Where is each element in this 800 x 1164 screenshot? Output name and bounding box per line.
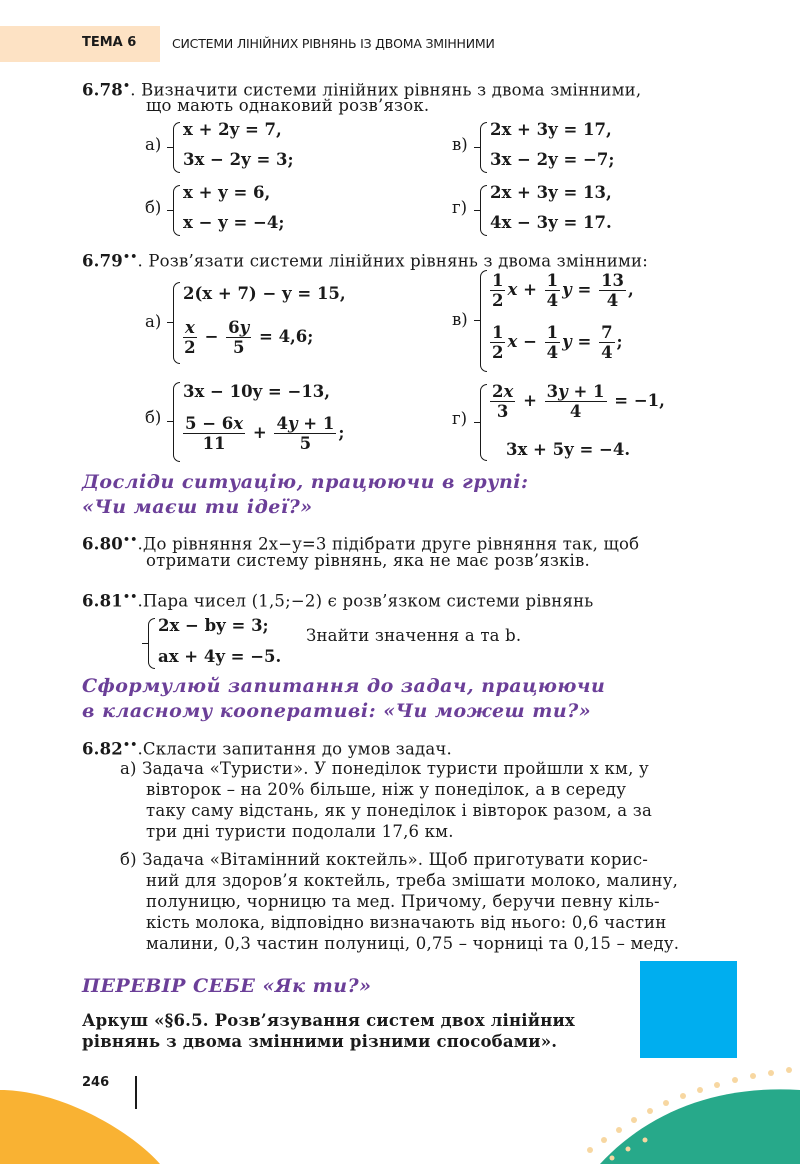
check-yourself-heading: ПЕРЕВІР СЕБЕ «Як ти?» — [82, 975, 372, 997]
cooperative-task-heading-line2: в класному кооперативі: «Чи можеш ти?» — [82, 700, 592, 722]
problem-6-82-line1 — [82, 735, 452, 760]
qr-code-placeholder[interactable] — [640, 961, 737, 1058]
system-brace — [173, 185, 180, 236]
equation-1: 2x + 3y = 17, — [490, 120, 612, 139]
system-brace — [148, 618, 155, 669]
system-brace — [173, 122, 180, 173]
equation-2: $\frac{x}{2}$ − $\frac{6y}{5}$ = 4,6; — [184, 318, 314, 357]
item-label: в) — [452, 310, 468, 329]
header-topic-number: ТЕМА 6 — [82, 35, 137, 50]
task-b-line4: кість молока, відповідно визначають від нього: 0,6 частин — [146, 913, 667, 932]
cooperative-task-heading-line1: Сформулюй запитання до задач, працюючи — [82, 675, 606, 697]
equation-1: $\frac{1}{2}$ x + $\frac{1}{4}$ y = $\frac{13}{4}$ , — [492, 271, 634, 310]
problem-6-81-question: Знайти значення a та b. — [306, 626, 522, 645]
item-label: а) — [145, 135, 162, 154]
system-brace — [480, 384, 487, 461]
problem-number: 6.82 — [82, 739, 123, 759]
task-a-line1: а) Задача «Туристи». У понеділок туристи пройшли x км, у — [120, 759, 649, 778]
equation-1: $\frac{2x}{3}$ + $\frac{3y + 1}{4}$ = −1, — [492, 382, 665, 421]
task-b-line5: малини, 0,3 частин полуниці, 0,75 – чорниці та 0,15 – меду. — [146, 934, 680, 953]
equation-1: 2(x + 7) − y = 15, — [183, 284, 346, 303]
equation-2: 3x − 2y = −7; — [490, 150, 615, 169]
problem-number: 6.80 — [82, 534, 123, 554]
item-label: а) — [145, 312, 162, 331]
item-label: г) — [452, 198, 468, 217]
problem-text: .Пара чисел (1,5;−2) є розв’язком системи рівнянь — [137, 591, 594, 611]
item-label: г) — [452, 409, 468, 428]
task-b-line3: полуницю, чорницю та мед. Причому, беручи певну кіль- — [146, 892, 660, 911]
system-brace — [480, 270, 487, 372]
problem-6-79-line1 — [82, 247, 648, 272]
equation-1: x + y = 6, — [183, 183, 271, 202]
equation-2: $\frac{1}{2}$ x − $\frac{1}{4}$ y = $\frac{7}{4}$ ; — [492, 323, 623, 362]
problem-number: 6.79 — [82, 251, 123, 271]
difficulty-dots: •• — [123, 590, 138, 603]
equation-2: 3x + 5y = −4. — [506, 440, 631, 459]
system-brace — [480, 185, 487, 236]
problem-6-80-line2: отримати систему рівнянь, яка не має розв’язків. — [146, 551, 590, 570]
equation-1: 3x − 10y = −13, — [183, 382, 331, 401]
task-b-line1: б) Задача «Вітамінний коктейль». Щоб приготувати корис- — [120, 850, 649, 869]
task-b-line2: ний для здоров’я коктейль, треба змішати молоко, малину, — [146, 871, 679, 890]
task-a-line3: таку саму відстань, як у понеділок і вівторок разом, а за — [146, 801, 652, 820]
system-brace — [173, 282, 180, 364]
worksheet-line2: рівнянь з двома змінними різними способами». — [82, 1032, 558, 1051]
difficulty-dots: •• — [123, 738, 138, 751]
equation-2: ax + 4y = −5. — [158, 647, 282, 666]
system-brace — [480, 122, 487, 173]
difficulty-dots: •• — [123, 533, 138, 546]
equation-2: 4x − 3y = 17. — [490, 213, 612, 232]
header-topic-title: СИСТЕМИ ЛІНІЙНИХ РІВНЯНЬ ІЗ ДВОМА ЗМІННИМИ — [172, 36, 495, 51]
equation-1: x + 2y = 7, — [183, 120, 282, 139]
equation-2: 3x − 2y = 3; — [183, 150, 294, 169]
equation-2: $\frac{5 - 6x}{11}$ + $\frac{4y + 1}{5}$ ; — [185, 414, 345, 453]
system-brace — [173, 382, 180, 462]
problem-text: . Розв’язати системи лінійних рівнянь з двома змінними: — [137, 251, 648, 271]
task-a-line2: вівторок – на 20% більше, ніж у понеділок, а в середу — [146, 780, 627, 799]
item-label: б) — [145, 198, 162, 217]
footer-divider — [135, 1076, 137, 1109]
problem-text: .Скласти запитання до умов задач. — [137, 739, 452, 759]
fraction-6y-over-5: $\frac{6y}{5}$ — [228, 318, 250, 357]
problem-text: . Визначити системи лінійних рівнянь з двома змінними, — [130, 80, 642, 100]
difficulty-dots: • — [123, 79, 131, 92]
group-task-heading-line1: Досліди ситуацію, працюючи в групі: — [82, 471, 529, 493]
item-label: в) — [452, 135, 468, 154]
equation-1: 2x − by = 3; — [158, 616, 269, 635]
problem-6-78-line2: що мають однаковий розв’язок. — [146, 96, 430, 115]
fraction-x-over-2: $\frac{x}{2}$ — [184, 318, 196, 357]
equation-2: x − y = −4; — [183, 213, 285, 232]
problem-6-81-line1 — [82, 587, 593, 612]
equation-1: 2x + 3y = 13, — [490, 183, 612, 202]
difficulty-dots: •• — [123, 250, 138, 263]
item-label: б) — [145, 408, 162, 427]
problem-text: .До рівняння 2x−y=3 підібрати друге рівняння так, щоб — [137, 534, 640, 554]
teal-corner-shape — [600, 1089, 800, 1164]
group-task-heading-line2: «Чи маєш ти ідеї?» — [82, 496, 313, 518]
worksheet-line1: Аркуш «§6.5. Розв’язування систем двох лінійних — [82, 1011, 575, 1030]
problem-number: 6.81 — [82, 591, 123, 611]
page-number: 246 — [82, 1075, 110, 1090]
task-a-line4: три дні туристи подолали 17,6 км. — [146, 822, 454, 841]
problem-number: 6.78 — [82, 80, 123, 100]
